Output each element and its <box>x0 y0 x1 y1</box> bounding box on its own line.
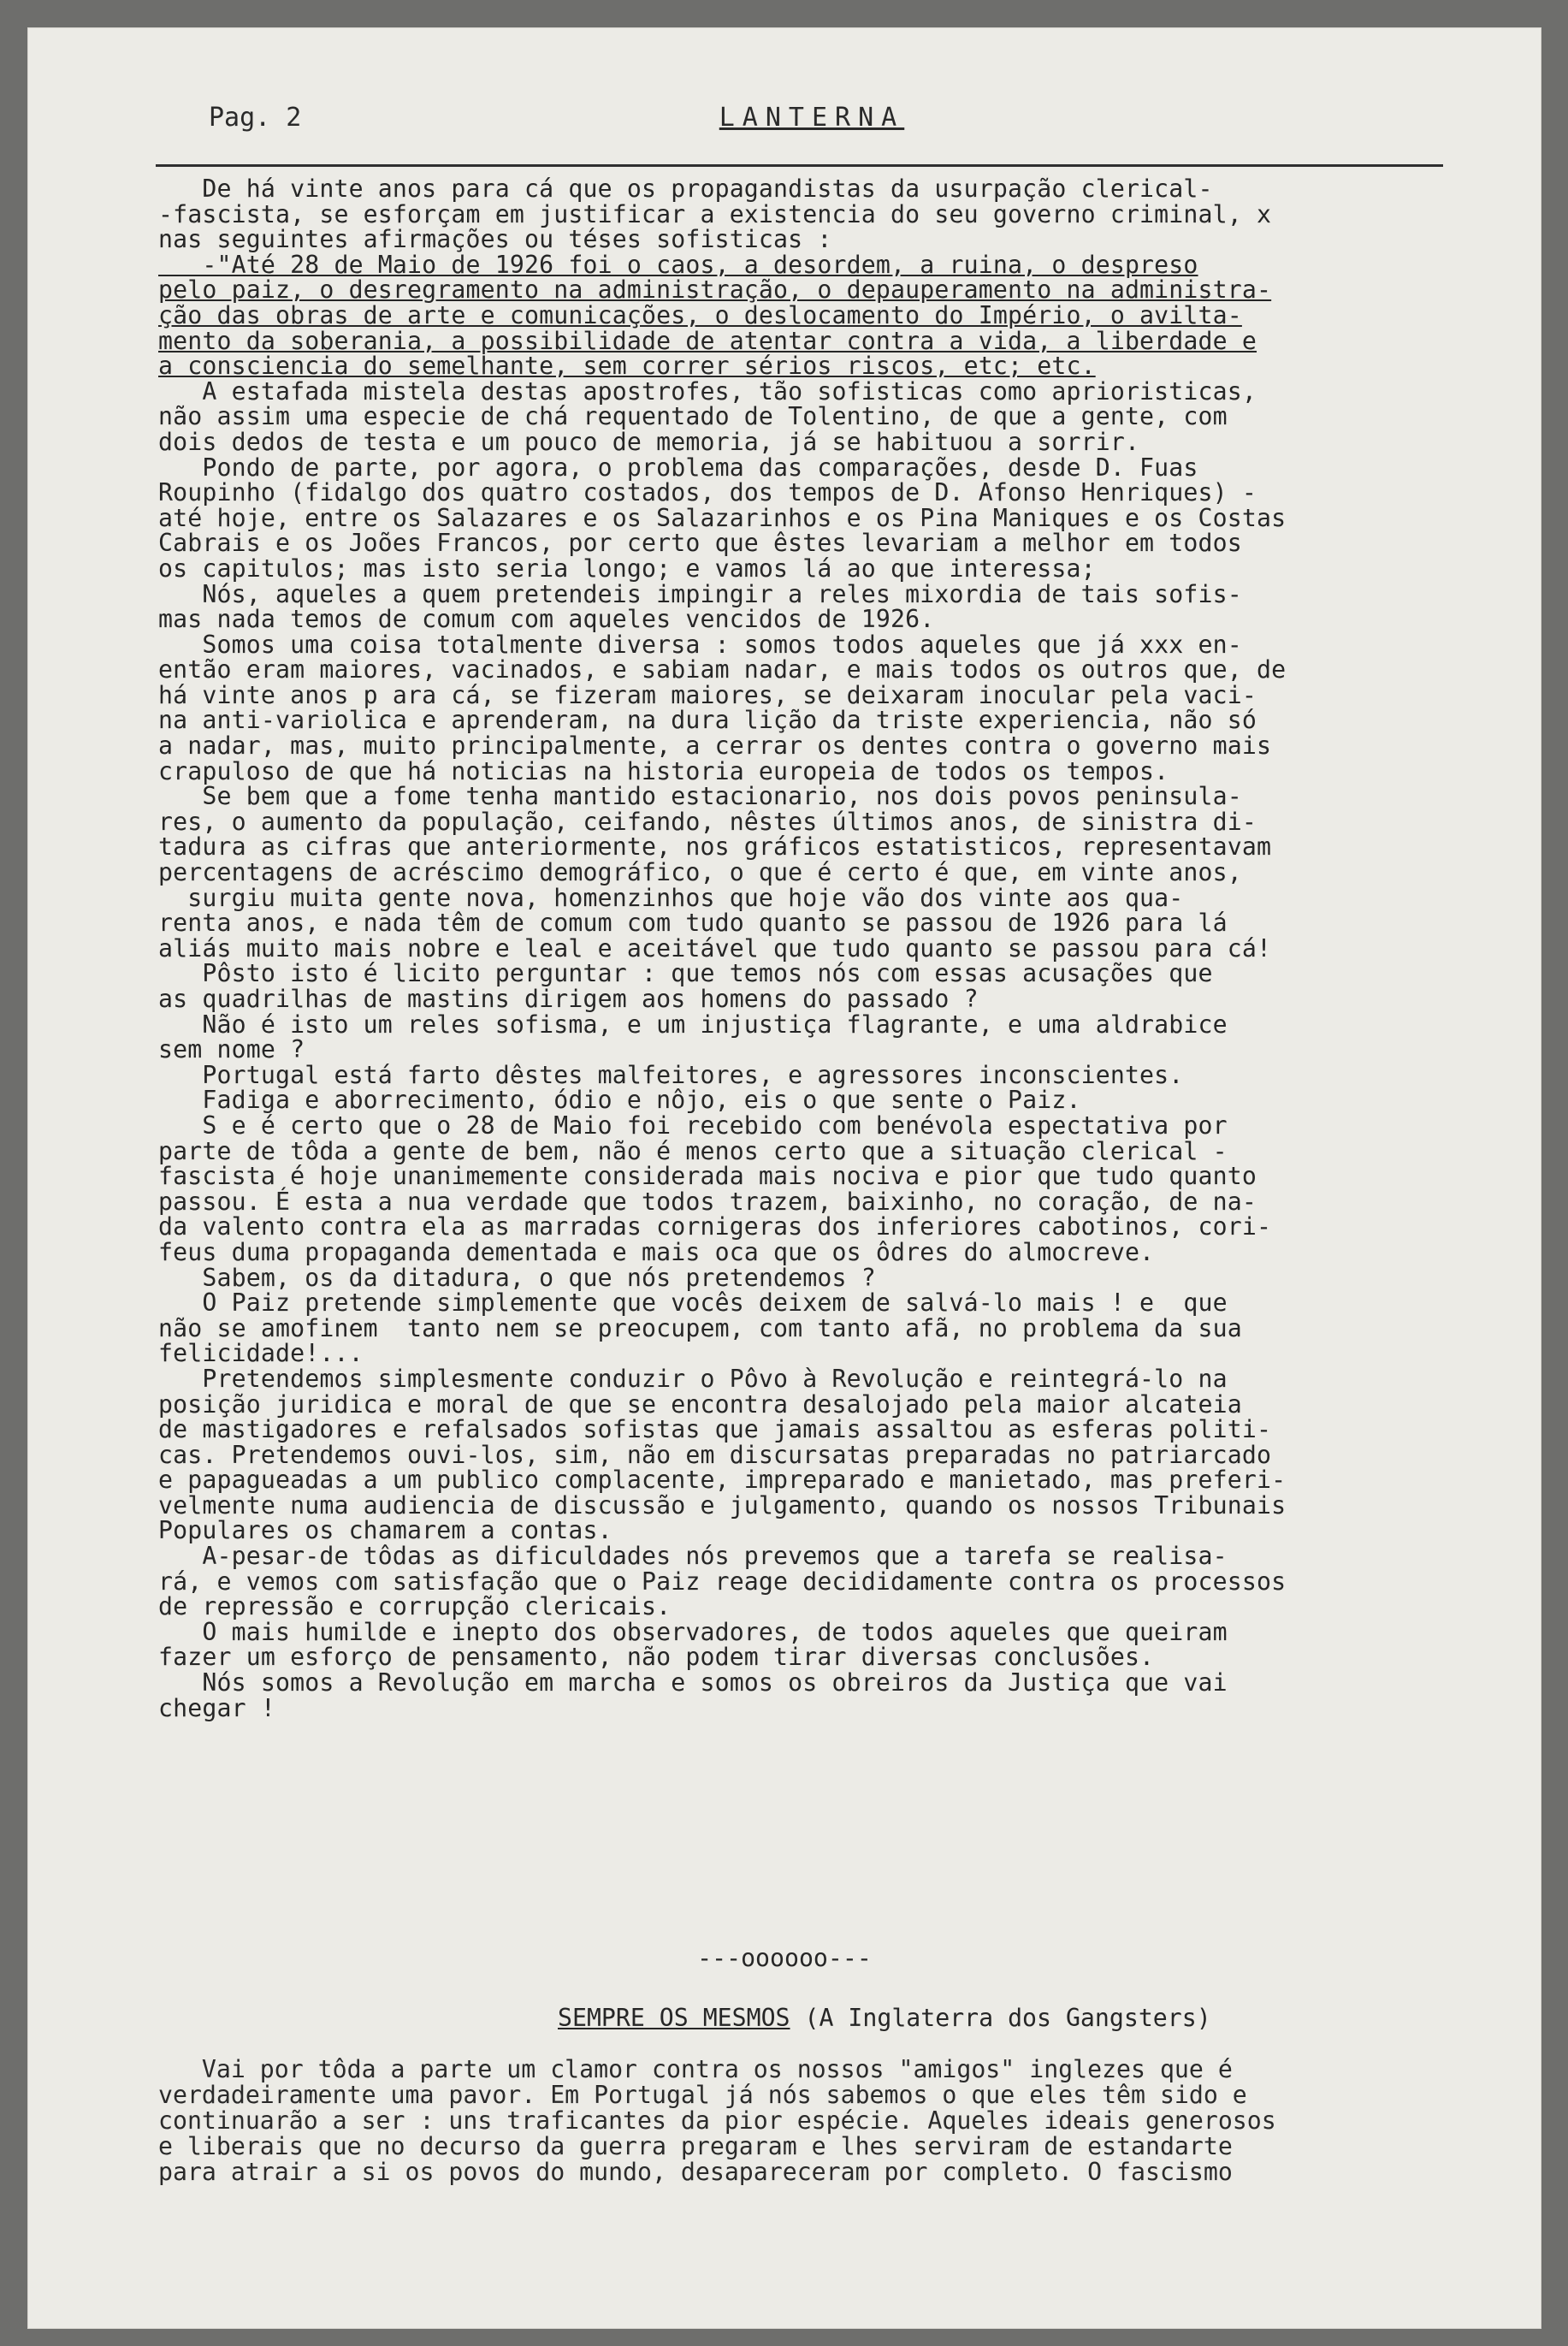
text-line: chegar ! <box>158 1693 275 1722</box>
text-line: Pôsto isto é licito perguntar : que temos nós com essas acusações que <box>158 959 1213 988</box>
text-line: pelo paiz, o desregramento na administração, o depauperamento na administra- <box>158 275 1272 305</box>
text-line: Portugal está farto dêstes malfeitores, e agressores inconscientes. <box>158 1060 1184 1089</box>
second-article-body <box>158 2057 1454 2185</box>
text-line: Pondo de parte, por agora, o problema das comparações, desde D. Fuas <box>158 453 1198 482</box>
text-line: Se bem que a fome tenha mantido estacionario, nos dois povos peninsula- <box>158 782 1242 811</box>
newspaper-title: LANTERNA <box>719 103 905 133</box>
text-line: para atrair a si os povos do mundo, desapareceram por completo. O fascismo <box>158 2158 1233 2186</box>
text-line: O Paiz pretende simplemente que vocês deixem de salvá-lo mais ! e que <box>158 1289 1228 1318</box>
page-header <box>175 103 1449 137</box>
text-line: posição juridica e moral de que se encontra desalojado pela maior alcateia <box>158 1389 1242 1419</box>
text-line: fazer um esforço de pensamento, não podem tirar diversas conclusões. <box>158 1643 1155 1672</box>
text-line: sem nome ? <box>158 1035 305 1064</box>
text-line: as quadrilhas de mastins dirigem aos homens do passado ? <box>158 985 979 1013</box>
text-line: Sabem, os da ditadura, o que nós pretendemos ? <box>158 1263 876 1292</box>
text-line: O mais humilde e inepto dos observadores, de todos aqueles que queiram <box>158 1617 1228 1646</box>
page-number: Pag. 2 <box>209 103 302 133</box>
text-line: Nós somos a Revolução em marcha e somos os obreiros da Justiça que vai <box>158 1668 1228 1697</box>
section-title: SEMPRE OS MESMOS <box>558 2004 790 2032</box>
text-line: verdadeiramente uma pavor. Em Portugal já nós sabemos o que eles têm sido e <box>158 2081 1247 2109</box>
text-line: na anti-variolica e aprenderam, na dura lição da triste experiencia, não só <box>158 706 1257 735</box>
text-line: tadura as cifras que anteriormente, nos gráficos estatisticos, representavam <box>158 832 1272 862</box>
text-line: da valento contra ela as marradas cornigeras dos inferiores cabotinos, cori- <box>158 1212 1272 1241</box>
text-line: continuarão a ser : uns traficantes da pior espécie. Aqueles ideais generosos <box>158 2106 1276 2135</box>
text-line: a consciencia do semelhante, sem correr sérios riscos, etc; etc. <box>158 352 1096 381</box>
section-heading <box>558 2004 1211 2032</box>
text-line: S e é certo que o 28 de Maio foi recebido com benévola espectativa por <box>158 1111 1228 1140</box>
text-line: há vinte anos p ara cá, se fizeram maiores, se deixaram inocular pela vaci- <box>158 680 1257 709</box>
text-line: Somos uma coisa totalmente diversa : somos todos aqueles que já xxx en- <box>158 630 1242 659</box>
text-line: Nós, aqueles a quem pretendeis impingir a reles mixordia de tais sofis- <box>158 579 1242 608</box>
text-line: aliás muito mais nobre e leal e aceitável que tudo quanto se passou para cá! <box>158 933 1272 963</box>
section-separator: ---oooooo--- <box>697 1944 872 1972</box>
text-line: surgiu muita gente nova, homenzinhos que hoje vão dos vinte aos qua- <box>158 883 1184 912</box>
text-line: -fascista, se esforçam em justificar a existencia do seu governo criminal, x <box>158 199 1272 228</box>
document-page <box>27 27 1541 2329</box>
text-line: e papagueadas a um publico complacente, impreparado e manietado, mas preferi- <box>158 1466 1287 1495</box>
text-line: Pretendemos simplesmente conduzir o Pôvo à Revolução e reintegrá-lo na <box>158 1364 1228 1393</box>
text-line: Populares os chamarem a contas. <box>158 1516 612 1545</box>
text-line: então eram maiores, vacinados, e sabiam nadar, e mais todos os outros que, de <box>158 655 1287 684</box>
text-line: passou. É esta a nua verdade que todos trazem, baixinho, no coração, de na- <box>158 1187 1257 1216</box>
text-line: cas. Pretendemos ouvi-los, sim, não em discursatas preparadas no patriarcado <box>158 1440 1272 1469</box>
text-line: -"Até 28 de Maio de 1926 foi o caos, a desordem, a ruina, o despreso <box>158 250 1198 279</box>
text-line: percentagens de acréscimo demográfico, o que é certo é que, em vinte anos, <box>158 858 1242 887</box>
text-line: velmente numa audiencia de discussão e julgamento, quando os nossos Tribunais <box>158 1490 1287 1520</box>
text-line: renta anos, e nada têm de comum com tudo quanto se passou de 1926 para lá <box>158 909 1228 938</box>
text-line: não se amofinem tanto nem se preocupem, com tanto afã, no problema da sua <box>158 1313 1242 1342</box>
text-line: feus duma propaganda dementada e mais oca que os ôdres do almocreve. <box>158 1237 1155 1266</box>
text-line: rá, e vemos com satisfação que o Paiz reage decididamente contra os processos <box>158 1567 1287 1596</box>
text-line: crapuloso de que há noticias na historia europeia de todos os tempos. <box>158 756 1169 785</box>
header-rule <box>156 164 1443 167</box>
section-subtitle: (A Inglaterra dos Gangsters) <box>790 2004 1211 2032</box>
text-line: a nadar, mas, muito principalmente, a cerrar os dentes contra o governo mais <box>158 732 1272 761</box>
text-line: nas seguintes afirmações ou téses sofisticas : <box>158 225 832 254</box>
text-line: A estafada mistela destas apostrofes, tão sofisticas como aprioristicas, <box>158 376 1257 406</box>
text-line: De há vinte anos para cá que os propagandistas da usurpação clerical- <box>158 175 1213 203</box>
text-line: A-pesar-de tôdas as dificuldades nós prevemos que a tarefa se realisa- <box>158 1542 1228 1571</box>
text-line: mas nada temos de comum com aqueles vencidos de 1926. <box>158 605 935 634</box>
text-line: não assim uma especie de chá requentado de Tolentino, de que a gente, com <box>158 402 1228 431</box>
text-line: dois dedos de testa e um pouco de memoria, já se habituou a sorrir. <box>158 427 1140 456</box>
text-line: de repressão e corrupção clericais. <box>158 1592 672 1621</box>
text-line: fascista é hoje unanimemente considerada mais nociva e pior que tudo quanto <box>158 1162 1257 1191</box>
text-line: e liberais que no decurso da guerra pregaram e lhes serviram de estandarte <box>158 2132 1233 2160</box>
text-line: Vai por tôda a parte um clamor contra os nossos "amigos" inglezes que é <box>158 2055 1233 2083</box>
text-line: ção das obras de arte e comunicações, o deslocamento do Império, o avilta- <box>158 300 1242 329</box>
text-line: Fadiga e aborrecimento, ódio e nôjo, eis o que sente o Paiz. <box>158 1086 1081 1115</box>
text-line: mento da soberania, a possibilidade de atentar contra a vida, a liberdade e <box>158 326 1257 355</box>
article-body <box>158 176 1454 1721</box>
text-line: Cabrais e os Joões Francos, por certo que êstes levariam a melhor em todos <box>158 529 1242 558</box>
text-line: felicidade!... <box>158 1339 364 1368</box>
text-line: os capitulos; mas isto seria longo; e vamos lá ao que interessa; <box>158 554 1096 583</box>
text-line: até hoje, entre os Salazares e os Salazarinhos e os Pina Maniques e os Costas <box>158 503 1287 532</box>
text-line: parte de tôda a gente de bem, não é menos certo que a situação clerical - <box>158 1136 1228 1165</box>
text-line: Não é isto um reles sofisma, e um injustiça flagrante, e uma aldrabice <box>158 1010 1228 1039</box>
text-line: res, o aumento da população, ceifando, nêstes últimos anos, de sinistra di- <box>158 807 1257 836</box>
text-line: de mastigadores e refalsados sofistas que jamais assaltou as esferas politi- <box>158 1415 1272 1444</box>
text-line: Roupinho (fidalgo dos quatro costados, dos tempos de D. Afonso Henriques) - <box>158 478 1257 507</box>
